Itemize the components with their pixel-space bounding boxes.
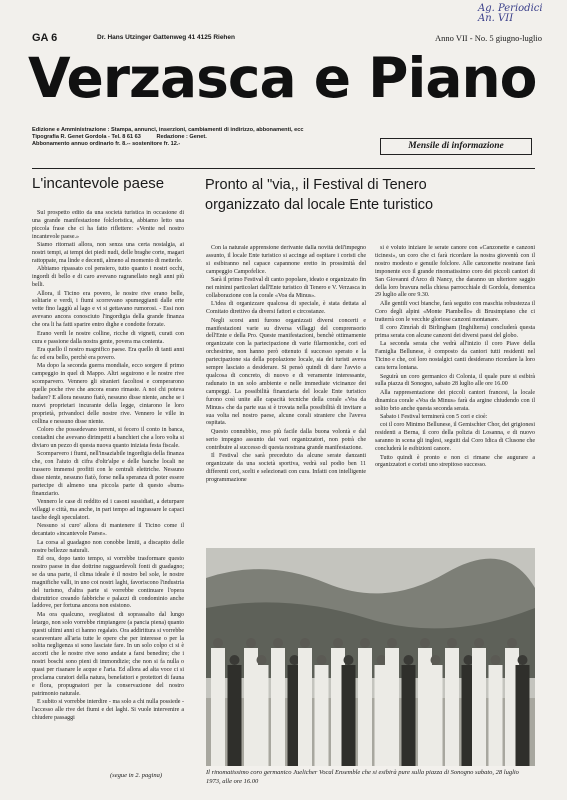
article-paragraph: Alla rappresentazione dei piccoli cantori francesi, la locale dinamica corale «Voa da Minus» farà da argine chiudendo con il solito brio anche questa seconda serata. [375,389,535,412]
article-paragraph: Sabato i Festival terminerà con 5 cori e cioè: [380,414,488,421]
choir-member-head [431,655,441,665]
photo-caption: Il rinomatissimo coro germanico Juelicher Vocal Ensemble che si esibirà pure sulla piazza di Sonogno sabato, 28 luglio 1973, alle ore 16.00 [206,769,519,785]
headline-line: Pronto al "via,, il Festival di Tenero [205,177,427,193]
choir-member-body [445,648,459,766]
left-headline: L'incantevole paese [32,175,165,192]
article-paragraph: Coloro che possedevano terreni, si fecero il conto in banca, contadini che avevano dirimpetti a banchieri che a loro volta si diviaro un pezzo di questa nuova quanto iniziata festa fiscale. [32,426,184,449]
choir-member-head [246,638,256,648]
article-paragraph: Il Festival che sarà preceduto da alcune serate danzanti organizzate da una società sportiva, vedrà sul podio ben 11 differenti cori, scelti e selezionati con cura. Infatti con intelligente programmazione [206,453,366,483]
article-paragraph: Abbiamo ripassato col pensiero, tutto quanto i nostri occhi, ingordi di bello e di caro avevano ragranellato negli anni più belli. [32,266,184,289]
monthly-badge: Mensile di informazione [380,138,532,155]
choir-member-head [300,638,310,648]
handwritten-note [478,4,558,24]
right-headline [205,175,535,215]
editorial-info: Redazione : Genet. [156,134,207,140]
choir-member-head [474,638,484,648]
choir-member-body [385,648,399,766]
article-paragraph: Erano verdi le nostre colline, ricche di vigneti, curati con cura e passione dalla nostra gente, povera ma contenta. [32,330,184,345]
article-paragraph: Questo connubbio, reso più facile dalla buona volontà e dal serio impegno assunto dai vari organizzatori, non potrà che contribuire al successo di questa nostrana grande manifestazione. [206,428,366,451]
left-article-body [32,210,184,770]
article-paragraph: Scomparvero i fiumi, nell'insaziabile ingordigia della finanza che, con l'aiuto di cifra d'oltr'alpe e delle banche locali ne trassero immensi profitti con le centrali elettriche. Nessuno disse niente, nessuno fiatò, forse nella speranza di poter essere partecipe di almeno una piccola parte di questo «bum» finanziario. [32,451,184,497]
choir-member-head [447,638,457,648]
admin-line: Edizione e Amministrazione : Stampa, annunci, inserzioni, cambiamenti di indirizzo, abbonamenti, ecc [32,127,304,133]
choir-member-head [518,655,528,665]
choir-member-body [489,665,503,766]
choir-member-body [211,648,225,766]
choir-photo [206,548,535,766]
header-divider [32,168,535,169]
article-paragraph: Tutto quindi è pronto e non ci rimane che augurare a organizzatori e coristi uno strepitoso successo. [375,454,535,469]
top-strip [32,32,542,46]
article-paragraph: L'idea di organizzare qualcosa di speciale, è stata dettata al Comitato direttivo da diversi fattori e circostanze. [206,301,366,316]
article-paragraph: La corsa al guadagno non conobbe limiti, a discapito delle nostre bellezze naturali. [32,539,184,554]
choir-member-head [230,655,240,665]
choir-member-body [271,648,285,766]
choir-member-head [213,638,223,648]
choir-member-head [273,638,283,648]
choir-member-body [358,648,372,766]
choir-member-body [429,665,443,766]
article-paragraph: Ed ora, dopo tanto tempo, si vorrebbe trasformare questo nostro paese in due dottrine ragguardevoli fonti di guadagno; se da una parte, il clima ideale è il nostro bel sole, le nostre magnifiche valli, in uno coi nostri laghi, favoriscono l'industria del turismo, d'altra parte si vorrebbe continuare l'opera distruttrice creando fabbriche e palazzi di condominio anche laddove, per fortuna ancora non esistono. [32,555,184,610]
article-paragraph: Siamo ritornati allora, non senza una certa nostalgia, ai nostri tempi, ai tempi dei piedi nudi, delle braghe corte, magari rattoppate, ma linde e decenti, almeno al momento di metterle. [32,242,184,264]
choir-member-head [404,655,414,665]
article-paragraph: Era quello il nostro magnifico paese. Era quello di tanti anni fa: ed era bello, perchè era povero. [32,346,184,361]
handwritten-line: Ag. Periodici [478,3,543,14]
choir-member-body [315,665,329,766]
printer-info: Tipografia R. Genet Gordola - Tel. 8 61 63 [32,134,141,140]
article-paragraph: Vennero le case di reddito ed i casoni sussidiati, a deturpare villaggi e città, ma anche, in pari tempo ad ingrassare le capaci tasche degli speculatori. [32,499,184,521]
continued-note: (segue in 2. pagina) [110,772,162,779]
article-paragraph: Seguirà un coro germanico di Colonia, il quale pure si esibirà sulla piazza di Sonogno, sabato 28 luglio alle ore 16.00 [375,373,535,388]
article-paragraph: Ma ora qualcuno, svegliatosi di soprassalto dal lungo letargo, non solo vorrebbe rimpiangere (a pancia piena) quanto questi ultimi anni ci hanno regalato. Ora addirittura si vorrebbe scaraventare all'aria tutte le opere che per interesse o per la solita negligenza si sono lasciate fare. In un solo colpo ci si è accorti che le nostre rive sono andate a farsi benedire; che i nostri boschi sono pieni di immondizie; che non si fa nulla o quasi per risanare le acque e l'aria. Ed allora ad alta voce ci si proclama curatori della natura, benefattori e protettori di fauna e flora, propugnatori per la conservazione del nostro patrimonio naturale. [32,611,184,697]
choir-member-body [402,665,416,766]
choir-member-body [255,665,269,766]
choir-member-body [472,648,486,766]
article-paragraph: La seconda serata che vedrà all'inizio il coro Piave della Famiglia Bellunese, è composto da cantori tutti residenti nel Ticino e che, coi loro nostalgici canti desiderano ricordare la loro cara terra lontana. [375,341,535,372]
choir-member-head [317,655,327,665]
choir-member-head [387,638,397,648]
article-paragraph: E subito si vorrebbe interdire - ma solo a chi nulla possiede - l'accesso alle rive dei fiumi e dei laghi. Si vuole intervenire a chiudere passaggi [32,699,184,722]
admin-line: Abbonamento annuo ordinario fr. 8.-- sostenitore fr. 12.- [32,141,181,147]
article-paragraph: coi il coro Minimo Bellunese, il Gemischter Chor, dei grigionesi residenti a Berna, il coro della polizia di Losanna, e di nuovo saranno in scena gli inglesi, seguiti dal Coro Idica di Clusone che concluderà le esibizioni canore. [375,422,535,453]
choir-member-body [516,665,530,766]
choir-member-head [420,638,430,648]
article-paragraph: Ma dopo la seconda guerra mondiale, ecco sorgere il primo campeggio in quel di Mappo. Altri seguirono e le nostre rive scomparvero. Vennero gli stranieri facoltosi e comperarono quelle poche rive che ancora erano rimaste. A noi chi poteva badare? E allora nessuno fiatò, nessuno disse niente, anche se i nuovi proprietari incurante della legge, cintarono le loro proprietà, privandoci delle nostre rive. Vennero le ville in collina e nessuno disse niente. [32,363,184,425]
article-paragraph: Allora, il Ticino era povero, le nostre rive erano belle, solitarie e verdi, i fiumi scorrevano spumeggianti dalle erte vette fino laggiù al lago e vi si gettavano rumorosi. - Essi non avevano ancora conosciuto l'ingordigia della grande finanza che ora li ha fatti sparire entro dighe e condotte forzate. [32,290,184,329]
choir-member-head [491,655,501,665]
ga-label: GA 6 [32,32,58,44]
article-paragraph: Nessuno si curo' allora di mantenere il Ticino come il decantato «incantevole Paese». [32,523,184,538]
handwritten-line: An. VII [478,13,514,24]
choir-member-body [342,665,356,766]
festival-article-column-1 [206,245,366,540]
festival-article-column-2 [375,245,535,540]
masthead-title: Verzasca e Piano [28,46,537,110]
article-paragraph: si è voluto iniziare le serate canore con «Canzonette e canzoni ticinesi», un coro che ci farà ricordare la nostra gioventù con il nostro modesto e genuile folclore. Alle canzonette nostrane farà imponente eco il grande rinomatissimo coro dei piccoli cantori di San Giovanni d'Arco di Nancy, che daranno un ulteriore saggio della loro bravura nella chiesa parrocchiale di Gordola, domenica 29 luglio alle ore 9.30. [375,245,535,299]
choir-member-head [507,638,517,648]
choir-member-head [333,638,343,648]
article-paragraph: Il coro Zimrìah di Birlingham (Inghilterra) concluderà questa prima serata con alcune canzoni dei diversi paesi del globo. [375,325,535,339]
publisher-address: Dr. Hans Utzinger Gattenweg 41 4125 Riehen [97,34,235,41]
article-paragraph: Sarà il primo Festival di canto popolare, ideato e organizzato fin nei minimi particolari dall'Ente turistico di Tenero e V. Verzasca in collaborazione con la corale «Voa da Minus». [206,277,366,299]
choir-member-head [360,638,370,648]
choir-member-head [344,655,354,665]
headline-line: organizzato dal locale Ente turistico [205,197,434,213]
choir-member-body [298,648,312,766]
choir-member-body [228,665,242,766]
article-paragraph: Alle gentili voci bianche, farà seguito con maschia robustezza il Coro degli alpini «Monte Piambello» di Brusimpiano che ci tratterrà con le vecchie gloriose canzoni montanare. [375,300,535,323]
issue-info: Anno VII - No. 5 giugno-luglio [434,33,542,43]
choir-photo-image [206,548,535,766]
article-paragraph: Con la naturale apprensione derivante dalla novità dell'impegno assunto, il locale Ente turistico si accinge ad ospitare i coristi che si esibiranno nel capace capannone eretto in prossimità del campeggio Campofelice. [206,245,366,275]
choir-member-head [257,655,267,665]
article-paragraph: Sul prospetto edito da una società turistica in occasione di una grande manifestazione folcloristica, abbiamo letto una piccola frase che ci ha fatto riflettere: «Venite nel nostro incantevole paese.» [32,210,184,240]
article-paragraph: Negli scorsi anni furono organizzati diversi concerti e manifestazioni varie su diversa villaggi del comprensorio dell'Ente e della Pro. Queste manifestazioni, benchè ottimamente organizzate con la partecipazione di varie filarmoniche, cori ed orchestrine, non hanno però ottenuto il successo sperato e la partecipazione sia della popolazione locale, sia dei turisti aveva sempre lasciato a desiderare. Si pensò quindi di dare l'avvio a qualcosa di concreto, di nuovo e di veramente interessante, radunato in un solo ambiente e nelle immediate vicinanze dei campeggi. La possibilità finanziaria del locale Ente turistico furono così unite alle capacità tecniche della corale «Voa da Minus» che da parte sua si è trovata nella possibilità di invitare a sua volta nel nostro paese, alcune corali straniere che l'aveva ospitata. [206,317,366,427]
